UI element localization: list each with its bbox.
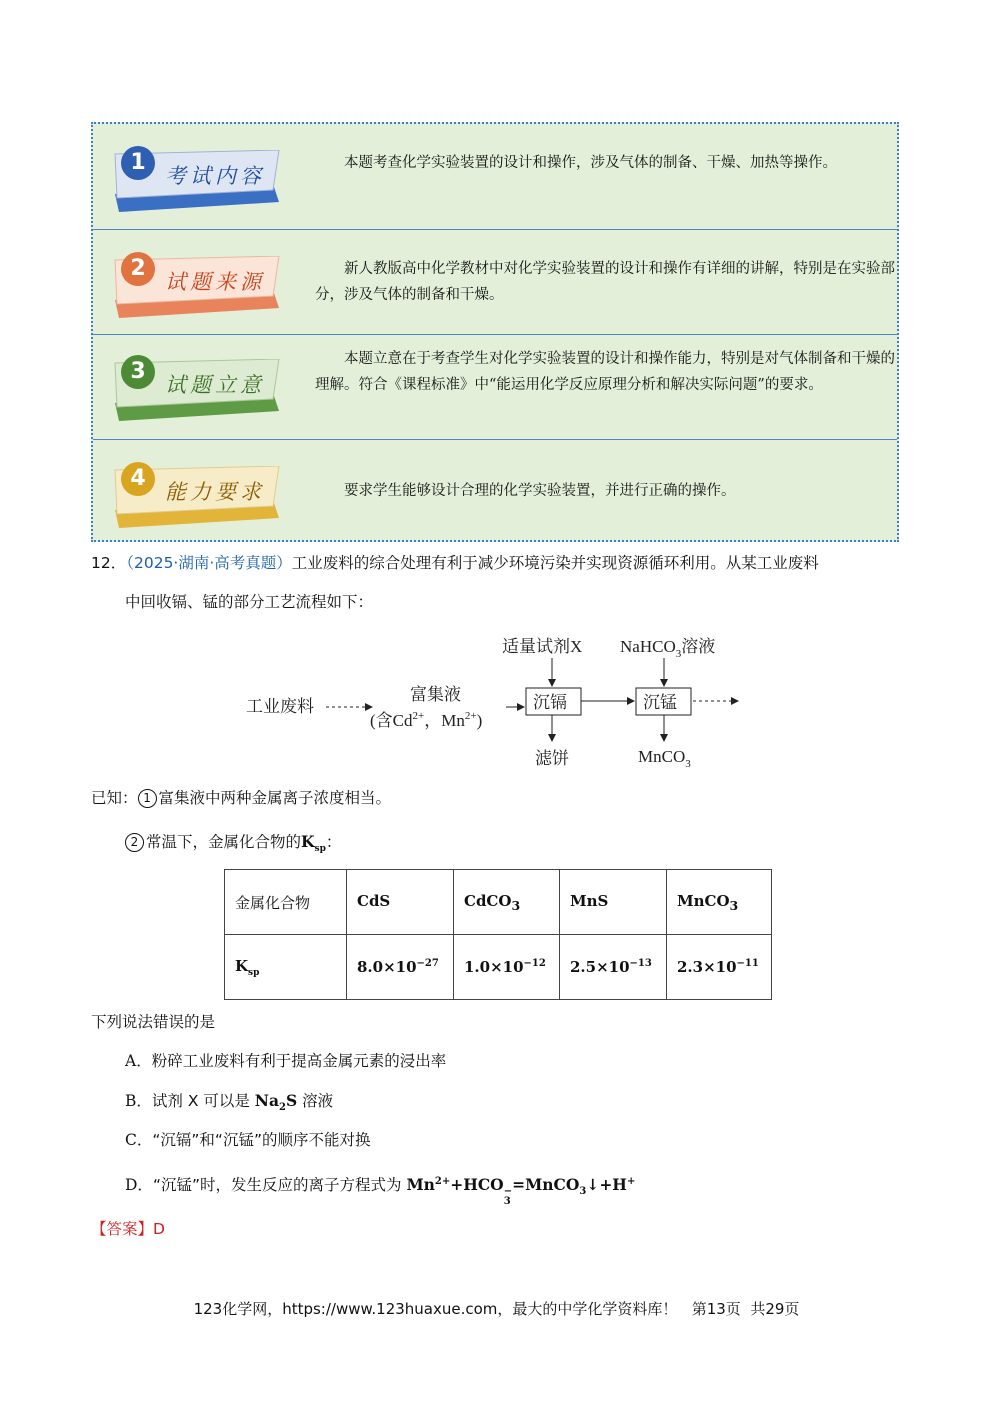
info-text: 要求学生能够设计合理的化学实验装置，并进行正确的操作。 [344,483,736,499]
ability-banner [113,466,273,518]
flow-box-cadmium: 沉镉 [533,693,567,712]
table-cell: $1.0\times 10^{-12}$ [454,935,560,1000]
question-intent-banner [113,359,273,411]
info-number-badge: 2 [121,252,155,286]
ksp-symbol: $K_{sp}$ [301,832,326,855]
info-label: 试题立意 [165,373,265,397]
info-row-question-source [93,229,897,334]
table-row [225,935,772,1000]
info-label: 考试内容 [165,164,265,188]
page-footer: 123化学网，https://www.123huaxue.com，最大的中学化学资料库！ 第13页 共29页 [193,1300,800,1318]
table-cell: MnCO$_3$ [667,870,772,935]
table-cell: $2.3\times 10^{-11}$ [667,935,772,1000]
answer-line [91,1217,165,1239]
info-text: 新人教版高中化学教材中对化学实验装置的设计和操作有详细的讲解，特别是在实验部分，涉及气体的制备和干燥。 [315,261,895,303]
info-row-exam-content [93,124,897,229]
known-item-2: 2 常温下，金属化合物的$K_{sp}$： [125,830,341,854]
answer-value: D [153,1220,165,1238]
circled-number: 1 [138,789,157,808]
option-b[interactable]: B．试剂 X 可以是 $Na_2S$ 溶液 [125,1091,334,1114]
info-number-badge: 3 [121,355,155,389]
process-flow-diagram [230,628,760,778]
answer-label: 【答案】 [91,1220,154,1238]
exam-analysis-box [91,122,899,542]
info-label: 试题来源 [165,270,265,294]
option-a[interactable]: A．粉碎工业废料有利于提高金属元素的浸出率 [125,1052,447,1070]
flow-reagent-nahco3: NaHCO$_3$溶液 [620,637,716,660]
info-number-badge: 4 [121,462,155,496]
flow-output-mnco3: MnCO$_3$ [638,747,691,770]
question-line [91,550,911,576]
info-row-ability [93,439,897,544]
info-label: 能力要求 [165,480,265,504]
table-cell: $2.5\times 10^{-13}$ [560,935,667,1000]
question-number: 12． [91,554,127,572]
question-stem: 下列说法错误的是 [91,1013,216,1031]
flow-box-manganese: 沉锰 [643,693,677,712]
flow-reagent-x: 适量试剂X [502,637,583,656]
circled-number: 2 [125,833,144,852]
table-cell: MnS [560,870,667,935]
info-row-question-intent [93,334,897,439]
info-number-badge: 1 [121,146,155,180]
table-header-label: 金属化合物 [225,870,347,935]
flow-enriched-note: (含$Cd^{2+}$，$Mn^{2+}$) [370,710,483,730]
ksp-table [224,869,772,1000]
exam-content-banner [113,150,273,202]
question-text-1: 工业废料的综合处理有利于减少环境污染并实现资源循环利用。从某工业废料 [291,554,819,572]
question-source-banner [113,256,273,308]
known-item-1 [91,786,391,808]
known-item-2-text: 常温下，金属化合物的 [146,833,302,851]
table-cell: CdS [347,870,454,935]
table-row [225,870,772,935]
ionic-equation: $Mn^{2+}+HCO$ − 3 =MnCO$_3$↓+H+ [406,1175,636,1207]
flow-start: 工业废料 [246,697,314,716]
flow-enriched: 富集液 [410,685,461,704]
flow-output-filter-cake: 滤饼 [535,749,569,768]
info-text: 本题考查化学实验装置的设计和操作，涉及气体的制备、干燥、加热等操作。 [344,155,837,171]
table-cell: $8.0\times 10^{-27}$ [347,935,454,1000]
info-text: 本题立意在于考查学生对化学实验装置的设计和操作能力，特别是对气体制备和干燥的理解。符合《课程标准》中“能运用化学反应原理分析和解决实际问题”的要求。 [315,351,895,393]
table-row-label: $K_{sp}$ [225,935,347,1000]
question-source: （2025·湖南·高考真题） [126,554,292,572]
known-prefix: 已知： [91,789,138,807]
option-c[interactable]: C．“沉镉”和“沉锰”的顺序不能对换 [125,1131,371,1149]
question-text-2: 中回收镉、锰的部分工艺流程如下： [125,593,374,611]
table-cell: CdCO$_3$ [454,870,560,935]
known-item-1-text: 富集液中两种金属离子浓度相当。 [158,789,392,807]
option-d[interactable]: D．“沉锰”时，发生反应的离子方程式为 $Mn^{2+}+HCO$ − 3 =MnCO$_3$↓+H+ [125,1175,636,1207]
